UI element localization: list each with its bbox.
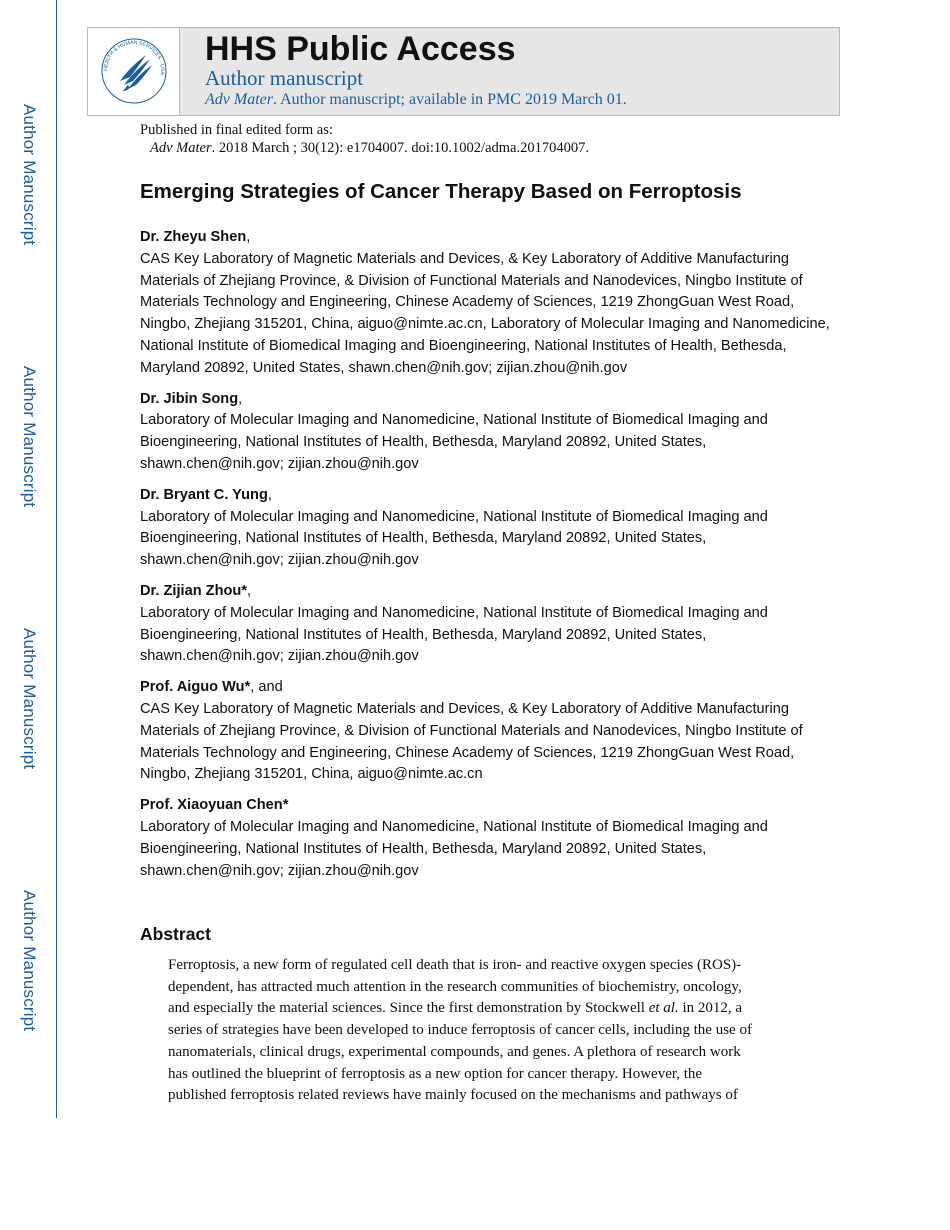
author-block <box>140 389 830 476</box>
author-separator: , <box>247 582 252 599</box>
author-name: Prof. Aiguo Wu* <box>140 679 251 696</box>
author-affiliation: Laboratory of Molecular Imaging and Nanomedicine, National Institute of Biomedical Imaging and Bioengineering, National Institutes of Health, Bethesda, Maryland 20892, United States, shawn.chen@nih.gov; zijian.zhou@nih.gov <box>140 508 768 569</box>
author-affiliation: Laboratory of Molecular Imaging and Nanomedicine, National Institute of Biomedical Imaging and Bioengineering, National Institutes of Health, Bethesda, Maryland 20892, United States, shawn.chen@nih.gov; zijian.zhou@nih.gov <box>140 412 768 472</box>
citation: Adv Mater. 2018 March ; 30(12): e1704007. doi:10.1002/adma.201704007. <box>150 140 589 156</box>
abstract-line: dependent, has attracted much attention in the research communities of biochemistry, oncology, <box>168 978 742 995</box>
hhs-seal <box>88 28 180 115</box>
author-separator: , <box>238 390 243 407</box>
abstract-line: and especially the material sciences. Since the first demonstration by Stockwell et al. in 2012, a <box>168 1000 743 1017</box>
author-name: Dr. Bryant C. Yung <box>140 486 268 503</box>
abstract-line: nanomaterials, clinical drugs, experimental compounds, and genes. A plethora of research work <box>168 1043 741 1060</box>
abstract-line: published ferroptosis related reviews have mainly focused on the mechanisms and pathways of <box>168 1087 738 1104</box>
published-label: Published in final edited form as: <box>140 122 333 138</box>
author-affiliation: Laboratory of Molecular Imaging and Nanomedicine, National Institute of Biomedical Imaging and Bioengineering, National Institutes of Health, Bethesda, Maryland 20892, United States, shawn.chen@nih.gov; zijian.zhou@nih.gov <box>140 604 768 665</box>
manuscript-label: Author manuscript <box>205 66 364 90</box>
article-title: Emerging Strategies of Cancer Therapy Based on Ferroptosis <box>140 180 742 203</box>
hhs-seal-icon <box>100 37 168 105</box>
abstract-line: series of strategies have been developed to induce ferroptosis of cancer cells, including the use of <box>168 1022 752 1039</box>
author-block <box>140 795 830 882</box>
hhs-header <box>87 27 840 116</box>
abstract-line: has outlined the blueprint of ferroptosis as a new option for cancer therapy. However, the <box>168 1065 703 1082</box>
author-block <box>140 227 830 380</box>
availability-line: Adv Mater. Author manuscript; available in PMC 2019 March 01. <box>205 91 627 108</box>
author-affiliation: Laboratory of Molecular Imaging and Nanomedicine, National Institute of Biomedical Imaging and Bioengineering, National Institutes of Health, Bethesda, Maryland 20892, United States, shawn.chen@nih.gov; zijian.zhou@nih.gov <box>140 818 768 879</box>
abstract-heading: Abstract <box>140 924 211 944</box>
author-block <box>140 485 830 572</box>
author-name: Dr. Zijian Zhou* <box>140 582 248 599</box>
author-block <box>140 677 830 786</box>
author-list <box>140 227 830 891</box>
author-name: Dr. Jibin Song <box>140 390 239 407</box>
abstract-body <box>168 955 818 1107</box>
author-block <box>140 581 830 668</box>
author-affiliation: CAS Key Laboratory of Magnetic Materials and Devices, & Key Laboratory of Additive Manufacturing Materials of Zhejiang Province, & Division of Functional Materials and Nanodevices, Ningbo Institute of Materials Technology and Engineering, Chinese Academy of Sciences, 1219 ZhongGuan West Road, Ningbo, Zhejiang 315201, China, aiguo@nimte.ac.cn <box>140 700 803 783</box>
author-affiliation: CAS Key Laboratory of Magnetic Materials and Devices, & Key Laboratory of Additive Manufacturing Materials of Zhejiang Province, & Division of Functional Materials and Nanodevices, Ningbo Institute of Materials Technology and Engineering, Chinese Academy of Sciences, 1219 ZhongGuan West Road, Ningbo, Zhejiang 315201, China, aiguo@nimte.ac.cn, Laboratory of Molecular Imaging and Nanomedicine, National Institute of Biomedical Imaging and Bioengineering, National Institutes of Health, Bethesda, Maryland 20892, United States, shawn.chen@nih.gov; zijian.zhou@nih.gov <box>140 250 830 376</box>
side-rail: Author Manuscript Author Manuscript Author Manuscript Author Manuscript <box>0 0 57 1118</box>
author-name: Prof. Xiaoyuan Chen* <box>140 797 289 814</box>
abstract-line: Ferroptosis, a new form of regulated cell death that is iron- and reactive oxygen species (ROS)- <box>168 957 742 973</box>
svg-text:HEALTH & HUMAN SERVICES · USA: HEALTH & HUMAN SERVICES · USA <box>102 39 166 76</box>
author-separator: , and <box>250 679 283 696</box>
author-name: Dr. Zheyu Shen <box>140 229 247 245</box>
hhs-title: HHS Public Access <box>205 30 516 68</box>
author-separator: , <box>267 486 272 503</box>
author-separator: , <box>246 229 251 245</box>
